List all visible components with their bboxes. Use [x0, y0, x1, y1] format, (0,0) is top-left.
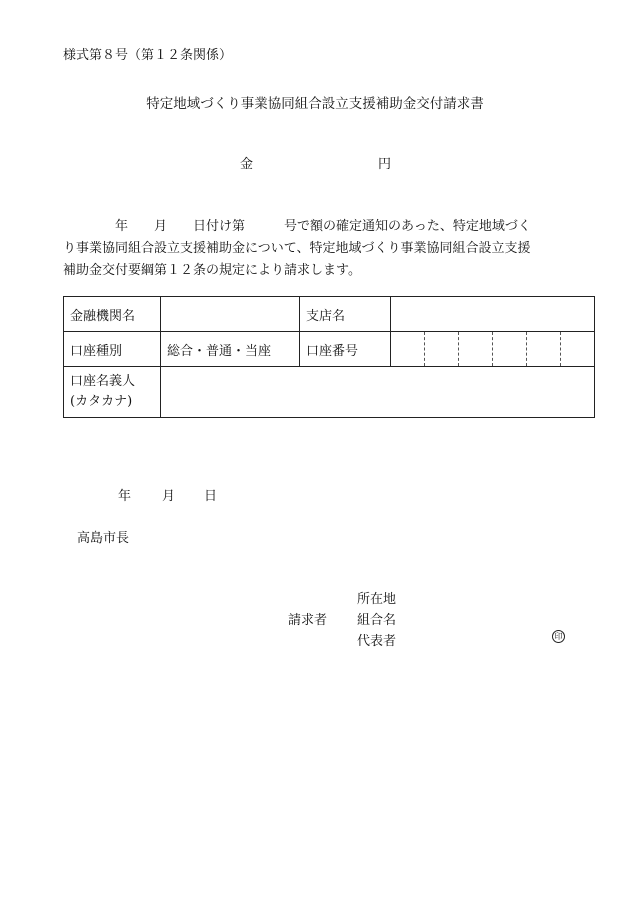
account-digit-box[interactable] — [459, 332, 493, 366]
body-text-line-1: 年 月 日付け第 号で額の確定通知のあった、特定地域づく — [63, 219, 531, 234]
account-holder-label — [64, 367, 161, 418]
amount-unit: 円 — [378, 157, 392, 172]
union-name-label: 組合名 — [357, 613, 397, 628]
branch-name-label: 支店名 — [300, 297, 391, 332]
account-number-field[interactable] — [391, 332, 595, 367]
account-digit-box[interactable] — [527, 332, 561, 366]
account-number-label: 口座番号 — [300, 332, 391, 367]
account-type-label: 口座種別 — [64, 332, 161, 367]
body-text-line-2: り事業協同組合設立支援補助金について、特定地域づくり事業協同組合設立支援 — [63, 241, 531, 256]
bank-account-table — [63, 296, 595, 418]
account-holder-label-line2: (カタカナ) — [70, 394, 133, 409]
branch-name-field[interactable] — [391, 297, 595, 332]
holder-row — [64, 367, 595, 418]
account-holder-label-line1: 口座名義人 — [70, 374, 136, 389]
account-holder-field[interactable] — [161, 367, 595, 418]
date-year: 年 — [118, 489, 132, 504]
body-text-line-3: 補助金交付要綱第１２条の規定により請求します。 — [63, 263, 361, 278]
date-day: 日 — [204, 489, 218, 504]
account-digit-box[interactable] — [561, 332, 594, 366]
amount-label: 金 — [240, 157, 254, 172]
address-label: 所在地 — [357, 592, 397, 607]
date-month: 月 — [162, 489, 176, 504]
bank-name-field[interactable] — [161, 297, 300, 332]
account-digit-box[interactable] — [493, 332, 527, 366]
account-digit-box[interactable] — [391, 332, 425, 366]
account-row — [64, 332, 595, 367]
addressee: 高島市長 — [77, 531, 130, 546]
bank-row — [64, 297, 595, 332]
bank-name-label: 金融機関名 — [64, 297, 161, 332]
account-type-options[interactable]: 総合・普通・当座 — [161, 332, 300, 367]
representative-label: 代表者 — [357, 634, 397, 649]
account-digit-box[interactable] — [425, 332, 459, 366]
seal-mark: 印 — [552, 630, 565, 643]
form-code: 様式第８号（第１２条関係） — [63, 48, 233, 63]
document-title: 特定地域づくり事業協同組合設立支援補助金交付請求書 — [146, 96, 484, 112]
account-digit-grid — [391, 332, 594, 366]
claimant-label: 請求者 — [288, 613, 328, 628]
